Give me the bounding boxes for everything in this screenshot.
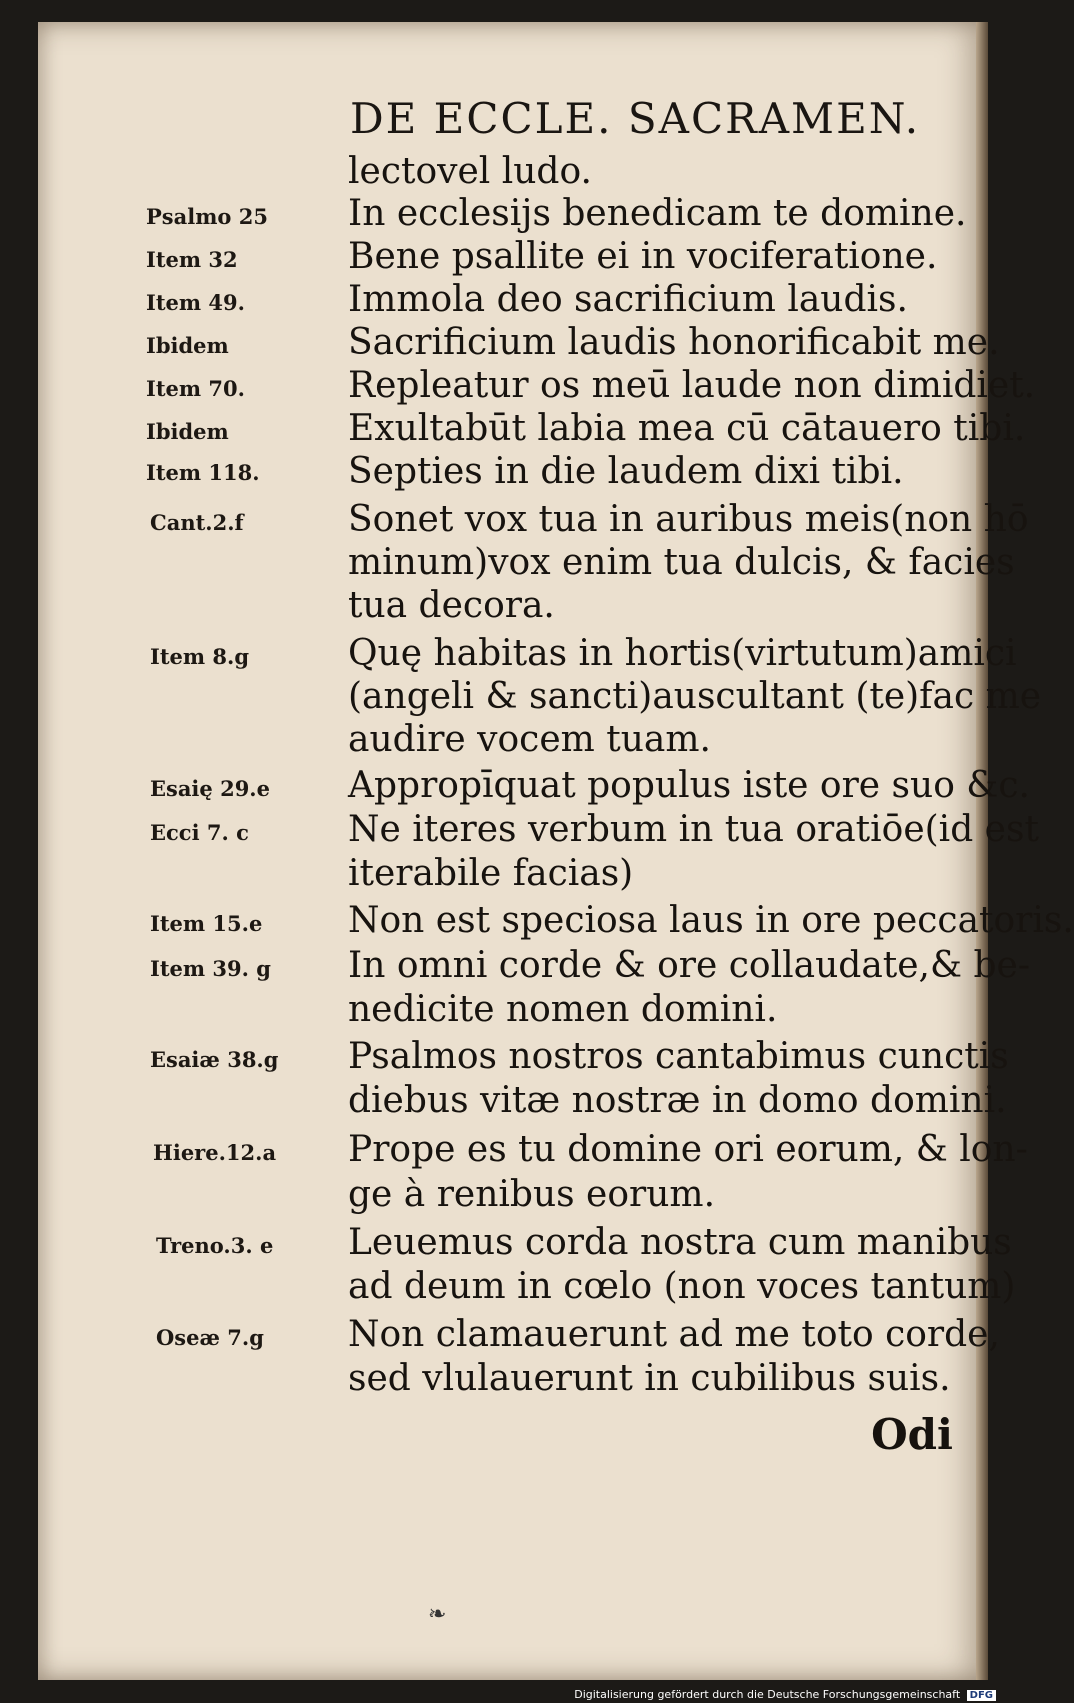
text-line: Repleatur os meū laude non dimidiet. — [348, 365, 1036, 406]
margin-reference: Item 15.e — [150, 911, 263, 936]
margin-reference: Item 49. — [146, 290, 245, 315]
margin-reference: Ibidem — [146, 419, 229, 444]
text-line: minum)vox enim tua dulcis, & facies — [348, 542, 1015, 583]
text-line: In ecclesijs benedicam te domine. — [348, 193, 967, 234]
text-line: Sacrificium laudis honorificabit me. — [348, 322, 1000, 363]
dfg-logo-icon: DFG — [967, 1690, 996, 1701]
margin-reference: Esaię 29.e — [150, 776, 270, 801]
margin-reference: Item 70. — [146, 376, 245, 401]
text-line: Bene psallite ei in vociferatione. — [348, 236, 938, 277]
text-line: ge à renibus eorum. — [348, 1174, 716, 1215]
text-line: Non est speciosa laus in ore peccatoris. — [348, 900, 1074, 941]
text-line: nedicite nomen domini. — [348, 989, 778, 1030]
text-line: Septies in die laudem dixi tibi. — [348, 451, 904, 492]
margin-reference: Ecci 7. c — [150, 820, 249, 845]
text-line: Sonet vox tua in auribus meis(non hō — [348, 499, 1029, 540]
text-line: Appropīquat populus iste ore suo &c. — [348, 765, 1030, 806]
text-line: Leuemus corda nostra cum manibus — [348, 1222, 1012, 1263]
margin-reference: Hiere.12.a — [153, 1140, 277, 1165]
margin-reference: Item 39. g — [150, 956, 271, 981]
text-line: sed vlulauerunt in cubilibus suis. — [348, 1358, 951, 1399]
text-line: Psalmos nostros cantabimus cunctis — [348, 1036, 1009, 1077]
text-line: In omni corde & ore collaudate,& be- — [348, 945, 1030, 986]
text-line: Prope es tu domine ori eorum, & lon- — [348, 1129, 1028, 1170]
text-line: audire vocem tuam. — [348, 719, 711, 760]
ink-mark: ❧ — [428, 1602, 447, 1627]
book-page — [38, 22, 1074, 1680]
margin-reference: Treno.3. e — [156, 1233, 274, 1258]
text-line: tua decora. — [348, 585, 555, 626]
catchword: Odi — [871, 1410, 953, 1459]
margin-reference: Esaiæ 38.g — [150, 1047, 279, 1072]
text-line: Exultabūt labia mea cū cātauero tibi. — [348, 408, 1026, 449]
text-line: iterabile facias) — [348, 853, 634, 894]
margin-reference: Ibidem — [146, 333, 229, 358]
margin-reference: Item 8.g — [150, 644, 250, 669]
running-head: DE ECCLE. SACRAMEN. — [350, 94, 921, 143]
text-line: Non clamauerunt ad me toto corde, — [348, 1314, 1000, 1355]
digitization-footer — [574, 1688, 996, 1701]
margin-reference: Item 118. — [146, 460, 260, 485]
text-line: Ne iteres verbum in tua oratiōe(id est — [348, 809, 1039, 850]
text-line: ad deum in cœlo (non voces tantum) — [348, 1266, 1016, 1307]
margin-reference: Oseæ 7.g — [156, 1325, 264, 1350]
text-line: lectovel ludo. — [348, 151, 592, 192]
footer-text: Digitalisierung gefördert durch die Deutsche Forschungsgemeinschaft — [574, 1688, 961, 1701]
text-line: (angeli & sancti)auscultant (te)fac me — [348, 676, 1042, 717]
text-line: diebus vitæ nostræ in domo domini. — [348, 1080, 1007, 1121]
text-line: Quę habitas in hortis(virtutum)amici — [348, 633, 1017, 674]
margin-reference: Item 32 — [146, 247, 238, 272]
text-line: Immola deo sacrificium laudis. — [348, 279, 908, 320]
margin-reference: Psalmo 25 — [146, 204, 268, 229]
margin-reference: Cant.2.f — [150, 510, 244, 535]
